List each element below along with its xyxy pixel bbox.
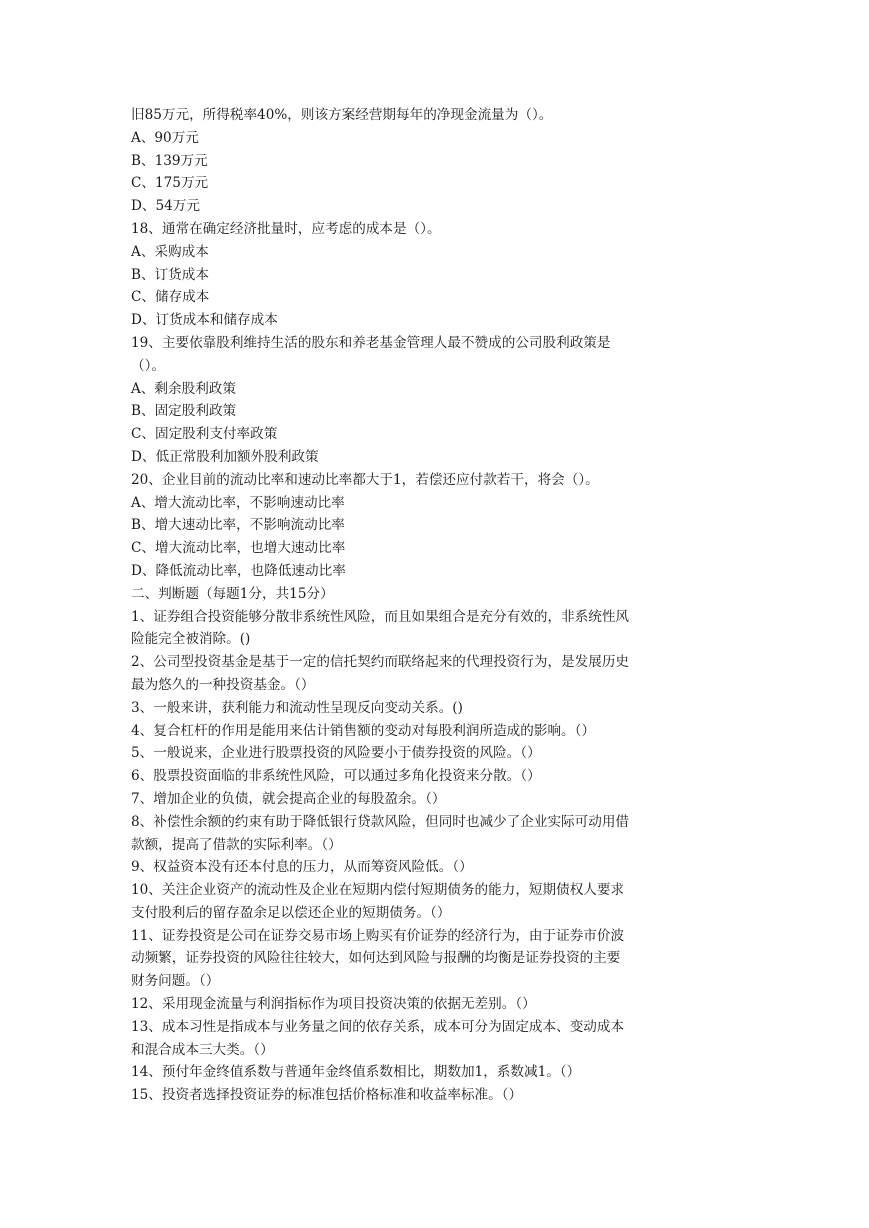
item-text-continued: 最为悠久的一种投资基金。（） xyxy=(131,676,315,693)
question-18 xyxy=(131,218,706,332)
judgement-item-7: 7、增加企业的负债，就会提高企业的每股盈余。（） xyxy=(131,790,446,807)
judgement-item-11 xyxy=(131,925,706,993)
judgement-item-9: 9、权益资本没有还本付息的压力，从而筹资风险低。（） xyxy=(131,859,473,876)
judgement-item-5: 5、一般说来，企业进行股票投资的风险要小于债券投资的风险。（） xyxy=(131,745,541,762)
option-d: D、订货成本和储存成本 xyxy=(131,312,278,329)
item-text-continued: 款额，提高了借款的实际利率。（） xyxy=(131,836,342,853)
judgement-item-6: 6、股票投资面临的非系统性风险，可以通过多角化投资来分散。（） xyxy=(131,768,541,785)
judgement-item-12: 12、采用现金流量与利润指标作为项目投资决策的依据无差别。（） xyxy=(131,996,536,1013)
item-text-continued: 支付股利后的留存盈余足以偿还企业的短期债务。（） xyxy=(131,904,451,921)
option-d: D、54万元 xyxy=(131,198,200,215)
item-text: 2、公司型投资基金是基于一定的信托契约而联络起来的代理投资行为，是发展历史 xyxy=(131,654,630,671)
item-text: 10、关注企业资产的流动性及企业在短期内偿付短期债务的能力，短期债权人要求 xyxy=(131,882,625,899)
option-d: D、低正常股利加额外股利政策 xyxy=(131,448,319,465)
question-stem-continued: （）。 xyxy=(131,357,165,374)
section-heading-judgement: 二、判断题（每题1分，共15分） xyxy=(131,585,334,602)
item-text-continued: 财务问题。（） xyxy=(131,973,220,990)
item-text: 1、证券组合投资能够分散非系统性风险，而且如果组合是充分有效的，非系统性风 xyxy=(131,608,630,625)
judgement-item-15: 15、投资者选择投资证券的标准包括价格标准和收益率标准。（） xyxy=(131,1087,523,1104)
judgement-item-2 xyxy=(131,651,706,697)
option-b: B、订货成本 xyxy=(131,266,209,283)
judgement-item-14: 14、预付年金终值系数与普通年金终值系数相比，期数加1，系数减1。（） xyxy=(131,1064,581,1081)
question-stem: 20、企业目前的流动比率和速动比率都大于1，若偿还应付款若干，将会（）。 xyxy=(131,471,599,488)
option-d: D、降低流动比率，也降低速动比率 xyxy=(131,562,346,579)
option-b: B、固定股利政策 xyxy=(131,403,237,420)
item-text-continued: 动频繁，证券投资的风险往往较大，如何达到风险与报酬的均衡是证券投资的主要 xyxy=(131,950,621,967)
question-stem: 19、主要依靠股利维持生活的股东和养老基金管理人最不赞成的公司股利政策是 xyxy=(131,334,611,351)
option-b: B、增大速动比率，不影响流动比率 xyxy=(131,517,345,534)
option-a: A、剩余股利政策 xyxy=(131,380,236,397)
item-text: 13、成本习性是指成本与业务量之间的依存关系，成本可分为固定成本、变动成本 xyxy=(131,1018,625,1035)
item-text-continued: 和混合成本三大类。（） xyxy=(131,1041,274,1058)
document-body xyxy=(131,104,706,1107)
option-b: B、139万元 xyxy=(131,152,208,169)
question-20 xyxy=(131,469,706,583)
option-a: A、90万元 xyxy=(131,129,199,146)
question-stem: 18、通常在确定经济批量时，应考虑的成本是（）。 xyxy=(131,220,441,237)
judgement-item-8 xyxy=(131,811,706,857)
option-c: C、固定股利支付率政策 xyxy=(131,426,278,443)
item-text: 8、补偿性余额的约束有助于降低银行贷款风险，但同时也减少了企业实际可动用借 xyxy=(131,813,630,830)
judgement-item-1 xyxy=(131,606,706,652)
judgement-item-3: 3、一般来讲，获利能力和流动性呈现反向变动关系。() xyxy=(131,699,463,716)
option-a: A、增大流动比率，不影响速动比率 xyxy=(131,494,345,511)
judgement-item-13 xyxy=(131,1016,706,1062)
option-c: C、储存成本 xyxy=(131,289,210,306)
item-text: 11、证券投资是公司在证券交易市场上购买有价证券的经济行为，由于证券市价波 xyxy=(131,927,625,944)
question-stem: 旧85万元，所得税率40%，则该方案经营期每年的净现金流量为（）。 xyxy=(131,107,553,123)
question-19 xyxy=(131,332,706,469)
item-text-continued: 险能完全被消除。() xyxy=(131,631,251,648)
option-a: A、采购成本 xyxy=(131,243,209,260)
question-17-continued xyxy=(131,104,706,218)
judgement-item-10 xyxy=(131,879,706,925)
option-c: C、增大流动比率，也增大速动比率 xyxy=(131,540,346,557)
option-c: C、175万元 xyxy=(131,175,209,192)
judgement-item-4: 4、复合杠杆的作用是能用来估计销售额的变动对每股利润所造成的影响。（） xyxy=(131,722,596,739)
